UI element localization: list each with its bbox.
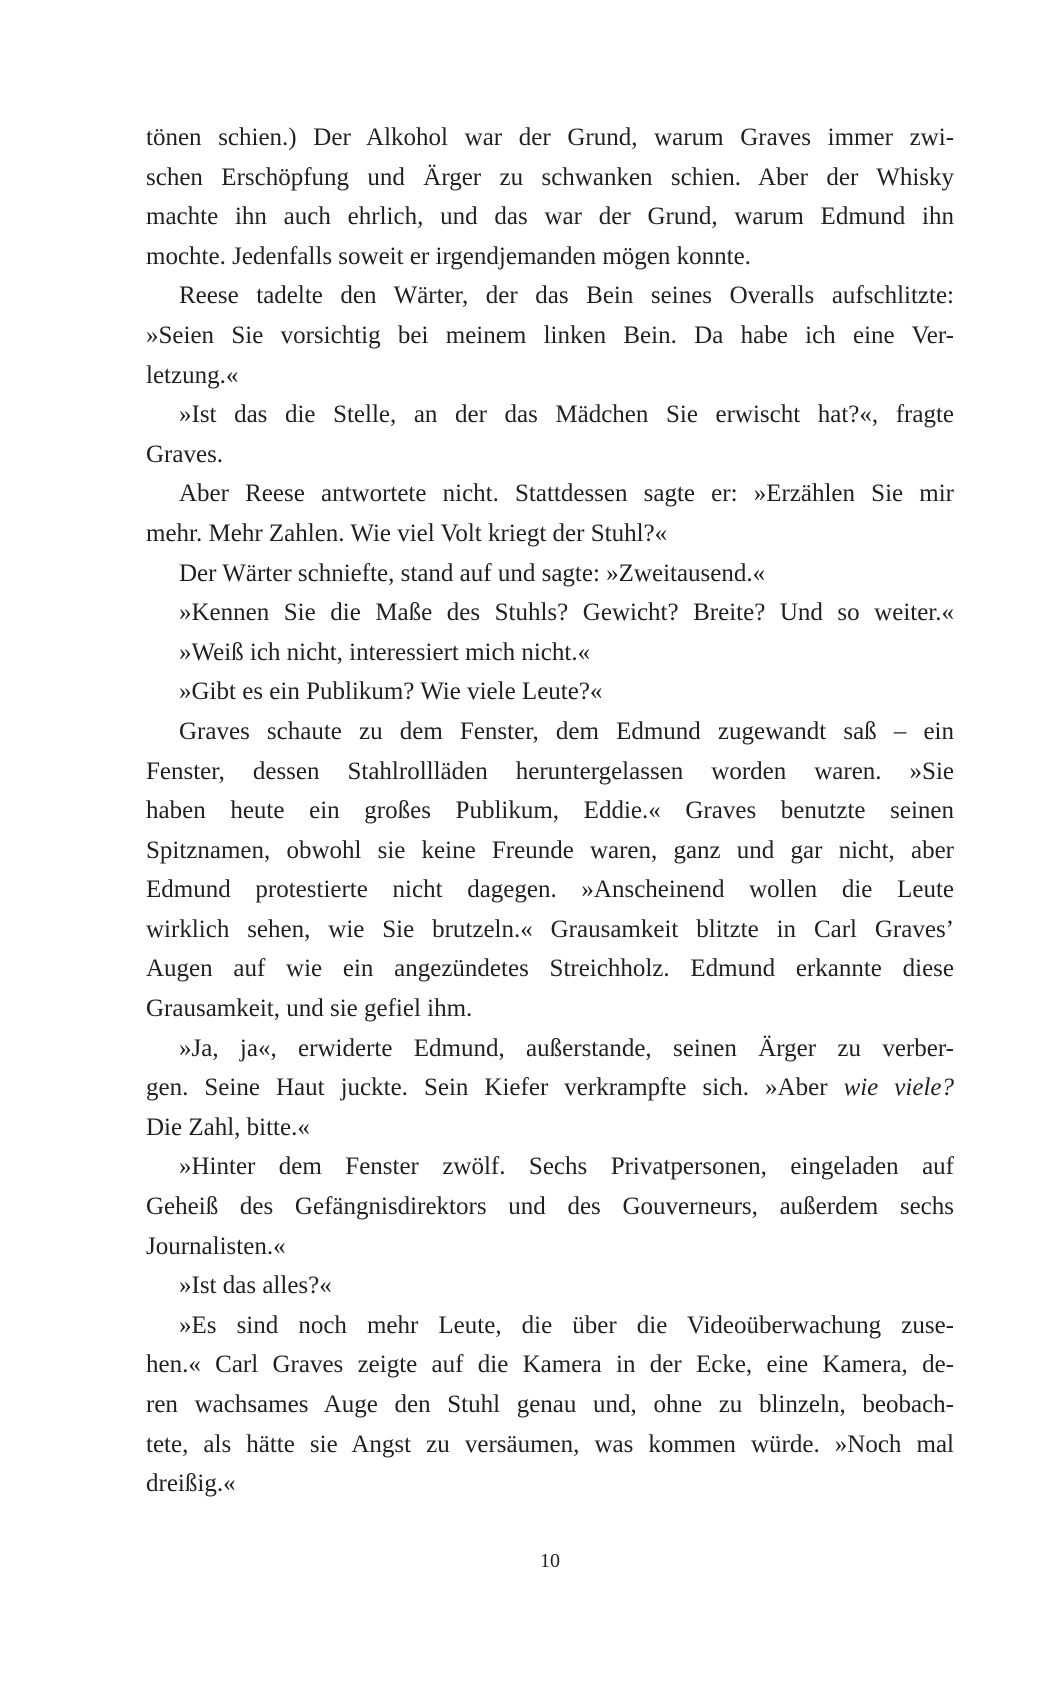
text-line: [146, 1227, 954, 1267]
text-line: [146, 395, 954, 435]
text-line-content: mehr. Mehr Zahlen. Wie viel Volt kriegt der Stuhl?«: [146, 519, 668, 547]
text-line: [146, 949, 954, 989]
text-line: [146, 514, 954, 554]
text-line: [146, 1068, 954, 1108]
text-line: [146, 316, 954, 356]
text-line-content: »Weiß ich nicht, interessiert mich nicht.«: [179, 638, 591, 666]
text-line: [146, 831, 954, 871]
text-line: [146, 1108, 954, 1148]
text-line: [146, 712, 954, 752]
text-line-content: tönen schien.) Der Alkohol war der Grund, warum Graves immer zwi-: [146, 124, 954, 151]
text-line: [146, 1425, 954, 1465]
text-line: [146, 356, 954, 396]
text-line: [146, 118, 954, 158]
text-line-content: haben heute ein großes Publikum, Eddie.« Graves benutzte seinen: [146, 797, 954, 825]
text-line: [146, 752, 954, 792]
text-line: [146, 910, 954, 950]
text-line: [146, 197, 954, 237]
text-line-content: Reese tadelte den Wärter, der das Bein seines Overalls aufschlitzte:: [179, 282, 954, 310]
text-line-content: tete, als hätte sie Angst zu versäumen, was kommen würde. »Noch mal: [146, 1430, 954, 1458]
text-line-content: Edmund protestierte nicht dagegen. »Anscheinend wollen die Leute: [146, 876, 954, 904]
text-line-content: Graves schaute zu dem Fenster, dem Edmund zugewandt saß – ein: [179, 717, 954, 745]
text-line-content: Grausamkeit, und sie gefiel ihm.: [146, 995, 473, 1023]
text-line: [146, 1345, 954, 1385]
text-line-content: machte ihn auch ehrlich, und das war der Grund, warum Edmund ihn: [146, 203, 954, 231]
italic-emphasis: wie viele?: [843, 1074, 954, 1102]
text-line-content: Augen auf wie ein angezündetes Streichholz. Edmund erkannte diese: [146, 955, 954, 983]
text-line-content: letzung.«: [146, 361, 239, 389]
text-line: [146, 1385, 954, 1425]
text-line: [146, 276, 954, 316]
text-line: [146, 593, 954, 633]
text-line: [146, 870, 954, 910]
text-line-content: Journalisten.«: [146, 1232, 286, 1260]
text-line: [146, 237, 954, 277]
text-line: [146, 1266, 954, 1306]
text-line: [146, 1306, 954, 1346]
text-line-content: Spitznamen, obwohl sie keine Freunde waren, ganz und gar nicht, aber: [146, 836, 954, 864]
page-number: 10: [540, 1550, 560, 1572]
text-line-content: »Ist das alles?«: [179, 1272, 332, 1300]
text-line: [146, 633, 954, 673]
text-line-content: Fenster, dessen Stahlrollläden heruntergelassen worden waren. »Sie: [146, 757, 954, 785]
text-line-content: gen. Seine Haut juckte. Sein Kiefer verkrampfte sich. »Aber: [146, 1074, 844, 1102]
text-line-content: dreißig.«: [146, 1470, 236, 1498]
text-line-content: Aber Reese antwortete nicht. Stattdessen sagte er: »Erzählen Sie mir: [179, 480, 954, 508]
text-line: [146, 554, 954, 594]
text-line: [146, 474, 954, 514]
text-line: [146, 1029, 954, 1069]
text-line-content: Die Zahl, bitte.«: [146, 1113, 310, 1141]
text-line-content: »Gibt es ein Publikum? Wie viele Leute?«: [179, 678, 603, 706]
text-line: [146, 989, 954, 1029]
text-line-content: wirklich sehen, wie Sie brutzeln.« Grausamkeit blitzte in Carl Graves’: [146, 915, 954, 943]
text-line-content: »Ja, ja«, erwiderte Edmund, außerstande, seinen Ärger zu verber-: [179, 1034, 954, 1062]
text-line: [146, 158, 954, 198]
book-page-text: [146, 118, 954, 1504]
text-line: [146, 1187, 954, 1227]
text-line-content: Der Wärter schniefte, stand auf und sagte: »Zweitausend.«: [179, 559, 766, 587]
text-line-content: ren wachsames Auge den Stuhl genau und, ohne zu blinzeln, beobach-: [146, 1391, 954, 1418]
text-line-content: »Ist das die Stelle, an der das Mädchen Sie erwischt hat?«, fragte: [179, 401, 954, 429]
text-line: [146, 1464, 954, 1504]
text-line: [146, 672, 954, 712]
text-line: [146, 435, 954, 475]
text-line-content: »Es sind noch mehr Leute, die über die Videoüberwachung zuse-: [179, 1311, 954, 1339]
text-line-content: »Kennen Sie die Maße des Stuhls? Gewicht? Breite? Und so weiter.«: [179, 599, 954, 627]
text-line-content: hen.« Carl Graves zeigte auf die Kamera in der Ecke, eine Kamera, de-: [146, 1351, 954, 1379]
text-line-content: »Seien Sie vorsichtig bei meinem linken Bein. Da habe ich eine Ver-: [146, 321, 954, 349]
text-line: [146, 1147, 954, 1187]
text-line-content: mochte. Jedenfalls soweit er irgendjemanden mögen konnte.: [146, 242, 751, 270]
text-line-content: Geheiß des Gefängnisdirektors und des Gouverneurs, außerdem sechs: [146, 1193, 954, 1221]
text-line-content: Graves.: [146, 440, 224, 468]
text-line-content: schen Erschöpfung und Ärger zu schwanken schien. Aber der Whisky: [146, 163, 954, 191]
text-line: [146, 791, 954, 831]
text-line-content: »Hinter dem Fenster zwölf. Sechs Privatpersonen, eingeladen auf: [179, 1153, 954, 1181]
